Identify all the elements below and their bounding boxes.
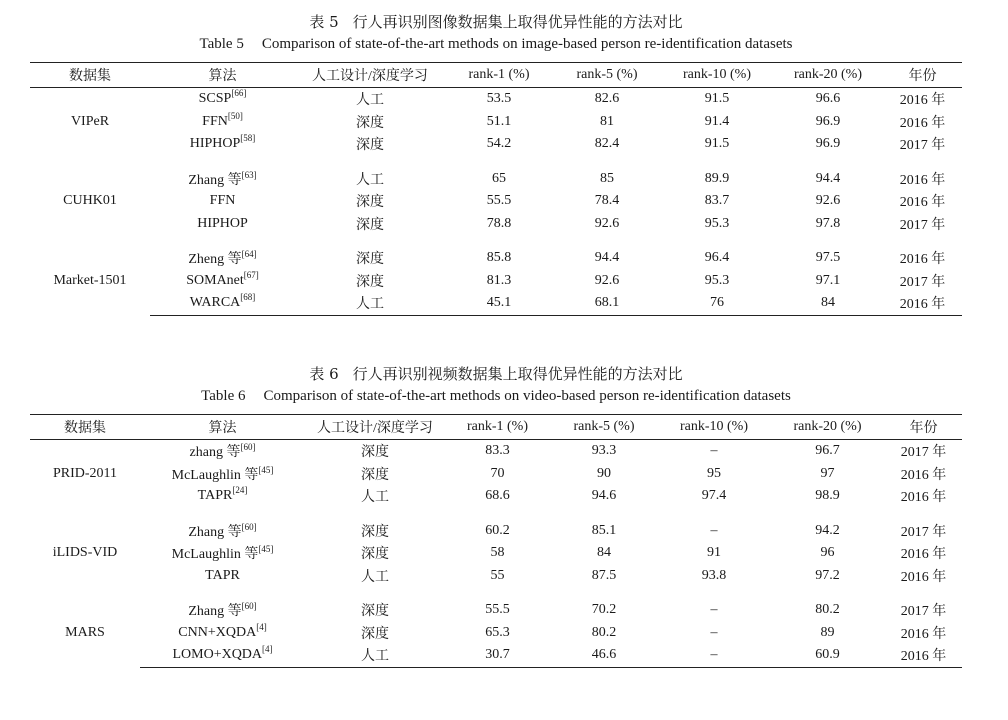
design-type-cell: 深度 — [361, 604, 389, 620]
column-header: 年份 — [908, 69, 937, 84]
rank-10-cell: – — [710, 522, 718, 538]
rank-20-cell: 96.9 — [815, 136, 841, 152]
method-name: SOMAnet — [186, 272, 244, 288]
table-row — [30, 213, 962, 236]
table-6-header-row — [30, 415, 962, 440]
method-cell — [150, 292, 295, 315]
year-cell: 2016 年 — [899, 252, 946, 268]
method-cell — [150, 111, 295, 134]
rank-10-cell: – — [710, 624, 718, 640]
column-header: 数据集 — [69, 69, 111, 84]
rank-1-cell: 55.5 — [485, 602, 510, 618]
table-6-number-cn: 表 6 — [309, 365, 339, 383]
rank-20-cell: 94.2 — [815, 522, 840, 538]
design-type-cell: 深度 — [361, 547, 389, 563]
rank-5-cell: 87.5 — [591, 567, 617, 583]
method-name: Zhang 等 — [188, 604, 242, 620]
method-cell — [140, 542, 305, 565]
table-row — [30, 520, 962, 543]
rank-20-cell: 97.1 — [815, 272, 841, 288]
year-cell: 2016 年 — [900, 547, 947, 563]
method-name: TAPR — [205, 567, 240, 583]
table-row — [30, 133, 962, 156]
rank-1-cell: 85.8 — [486, 250, 512, 266]
rank-1-cell: 65 — [492, 170, 506, 186]
design-type-cell: 人工 — [295, 292, 445, 315]
rank-10-cell: 83.7 — [704, 193, 730, 209]
rank-20-cell: 97.8 — [815, 215, 841, 231]
table-5-number-en: Table 5 — [199, 36, 244, 52]
rank-20-cell: 97 — [820, 465, 835, 481]
rank-20-cell: 94.4 — [815, 170, 841, 186]
reference-citation: [66] — [231, 88, 247, 99]
table-row — [30, 111, 962, 134]
rank-1-cell: 55 — [490, 567, 505, 583]
rank-10-cell: 95 — [707, 465, 721, 481]
method-cell — [140, 440, 305, 463]
dataset-group — [30, 88, 962, 156]
rank-10-cell: 91.5 — [704, 136, 730, 152]
table-row — [30, 270, 962, 293]
rank-5-cell: 84 — [597, 545, 611, 561]
method-cell — [140, 520, 305, 543]
table-6-number-en: Table 6 — [201, 388, 246, 404]
dataset-name-cell: MARS — [65, 625, 105, 640]
column-header: 数据集 — [64, 421, 106, 436]
rank-10-cell: 91.4 — [704, 113, 730, 129]
method-cell — [150, 88, 295, 111]
column-header: rank-10 (%) — [679, 419, 749, 434]
dataset-name-cell: VIPeR — [70, 113, 110, 129]
table-6-title-en: Comparison of state-of-the-art methods on video-based person re-identification datasets — [263, 388, 791, 404]
design-type-cell: 人工 — [305, 644, 445, 667]
design-type-cell: 深度 — [361, 445, 389, 461]
dataset-group — [30, 587, 962, 667]
rank-1-cell: 55.5 — [486, 193, 512, 209]
reference-citation: [58] — [240, 133, 256, 144]
method-name: TAPR — [197, 488, 233, 504]
rank-1-cell: 54.2 — [486, 136, 512, 152]
reference-citation: [60] — [240, 442, 256, 453]
reference-citation: [64] — [241, 249, 257, 260]
design-type-cell: 深度 — [356, 217, 384, 233]
design-type-cell: 深度 — [356, 195, 384, 211]
year-cell: 2017 年 — [899, 217, 946, 233]
method-cell — [140, 644, 305, 667]
table-6-title-cn: 行人再识别视频数据集上取得优异性能的方法对比 — [352, 365, 683, 383]
table-5-caption-cn — [30, 12, 962, 32]
year-cell: 2016 年 — [899, 93, 946, 109]
rank-10-cell: 95.3 — [704, 272, 730, 288]
table-6-caption-cn — [30, 364, 962, 384]
table-5-title-en: Comparison of state-of-the-art methods on image-based person re-identification datasets — [261, 36, 793, 52]
column-header: 人工设计/深度学习 — [317, 421, 433, 436]
rank-1-cell: 83.3 — [485, 443, 510, 459]
method-cell — [150, 213, 295, 236]
method-cell — [150, 270, 295, 293]
rank-20-cell: 97.5 — [815, 250, 841, 266]
year-cell: 2017 年 — [899, 138, 946, 154]
reference-citation: [68] — [240, 292, 256, 303]
rank-1-cell: 70 — [490, 465, 505, 481]
rank-5-cell: 92.6 — [594, 215, 620, 231]
group-spacer — [30, 235, 962, 247]
year-cell: 2016 年 — [900, 626, 947, 642]
dataset-name-cell: Market-1501 — [53, 273, 127, 288]
rank-5-cell: 90 — [597, 465, 611, 481]
rank-5-cell: 81 — [600, 113, 614, 129]
rank-5-cell: 70.2 — [591, 602, 617, 618]
method-cell — [150, 168, 295, 191]
reference-citation: [63] — [241, 169, 257, 180]
design-type-cell: 人工 — [356, 172, 384, 188]
group-spacer — [30, 156, 962, 168]
dataset-name-cell: CUHK01 — [63, 193, 117, 209]
rank-10-cell: 76 — [661, 292, 773, 315]
table-5-number-cn: 表 5 — [309, 13, 339, 31]
rank-5-cell: 94.6 — [591, 488, 617, 504]
method-cell — [140, 565, 305, 588]
year-cell: 2016 年 — [899, 115, 946, 131]
group-spacer — [30, 587, 962, 599]
table-row — [30, 440, 962, 463]
method-name: McLaughlin 等 — [171, 467, 259, 483]
rank-20-cell: 96.6 — [815, 91, 841, 107]
method-name: SCSP — [198, 91, 232, 107]
reference-citation: [60] — [241, 521, 257, 532]
table-6-caption-en — [30, 386, 962, 406]
table-row — [30, 463, 962, 486]
rank-1-cell: 30.7 — [445, 644, 550, 667]
rank-10-cell: 95.3 — [704, 215, 730, 231]
method-name: Zheng 等 — [188, 252, 242, 268]
table-6-block — [30, 360, 962, 668]
design-type-cell: 深度 — [361, 524, 389, 540]
year-cell: 2016 年 — [900, 569, 947, 585]
column-header: rank-20 (%) — [793, 67, 863, 82]
rank-1-cell: 53.5 — [486, 91, 512, 107]
reference-citation: [50] — [227, 110, 243, 121]
rank-5-cell: 80.2 — [591, 624, 617, 640]
dataset-group — [30, 440, 962, 508]
reference-citation: [45] — [258, 464, 274, 475]
design-type-cell: 深度 — [356, 274, 384, 290]
design-type-cell: 人工 — [361, 490, 389, 506]
rank-10-cell: – — [658, 644, 770, 667]
table-row — [30, 485, 962, 508]
table-row — [30, 599, 962, 622]
design-type-cell: 深度 — [356, 252, 384, 268]
group-spacer — [30, 508, 962, 520]
table-5-block — [30, 8, 962, 316]
method-cell — [140, 599, 305, 622]
rank-5-cell: 68.1 — [553, 292, 661, 315]
reference-citation: [67] — [243, 269, 259, 280]
rank-1-cell: 58 — [490, 545, 505, 561]
rank-20-cell: 60.9 — [770, 644, 885, 667]
table-row — [30, 168, 962, 191]
design-type-cell: 深度 — [361, 626, 389, 642]
method-name: Zhang 等 — [188, 524, 242, 540]
reference-citation: [4] — [256, 621, 267, 632]
design-type-cell: 人工 — [361, 569, 389, 585]
method-cell — [150, 133, 295, 156]
rank-1-cell: 81.3 — [486, 272, 512, 288]
table-5-title-cn: 行人再识别图像数据集上取得优异性能的方法对比 — [352, 13, 683, 31]
rank-10-cell: – — [710, 443, 718, 459]
rank-20-cell: 80.2 — [815, 602, 840, 618]
method-name: zhang 等 — [189, 445, 241, 461]
table-5-header-row — [30, 63, 962, 88]
table-row — [30, 247, 962, 270]
rank-5-cell: 82.6 — [594, 91, 620, 107]
table-row — [30, 622, 962, 645]
year-cell: 2016 年 — [885, 644, 962, 667]
rank-1-cell: 68.6 — [485, 488, 510, 504]
column-header: rank-20 (%) — [793, 419, 862, 434]
rank-10-cell: 93.8 — [701, 567, 727, 583]
rank-20-cell: 89 — [820, 624, 835, 640]
dataset-group — [30, 508, 962, 588]
reference-citation: [60] — [241, 601, 257, 612]
method-cell — [150, 247, 295, 270]
method-name: CNN+XQDA — [178, 624, 257, 640]
method-cell — [140, 622, 305, 645]
table-5-caption-en — [30, 34, 962, 54]
rank-20-cell: 96 — [820, 545, 835, 561]
table-row — [30, 292, 962, 315]
dataset-group — [30, 156, 962, 236]
year-cell: 2017 年 — [900, 604, 947, 620]
design-type-cell: 深度 — [356, 138, 384, 154]
year-cell: 2017 年 — [900, 445, 947, 461]
rank-10-cell: 89.9 — [704, 170, 730, 186]
method-name: FFN — [202, 113, 228, 129]
column-header: 算法 — [208, 69, 237, 84]
column-header: rank-1 (%) — [466, 419, 529, 434]
rank-20-cell: 92.6 — [815, 193, 841, 209]
method-name: LOMO+XQDA — [172, 647, 263, 663]
rank-5-cell: 46.6 — [550, 644, 658, 667]
rank-10-cell: 97.4 — [701, 488, 727, 504]
table-5 — [30, 62, 962, 316]
method-name: FFN — [209, 193, 236, 209]
rank-5-cell: 82.4 — [594, 136, 620, 152]
method-name: HIPHOP — [189, 136, 241, 152]
column-header: rank-5 (%) — [576, 67, 638, 82]
rank-20-cell: 97.2 — [815, 567, 840, 583]
dataset-name-cell: PRID-2011 — [52, 465, 118, 481]
dataset-name-cell: iLIDS-VID — [52, 545, 118, 561]
year-cell: 2016 年 — [900, 490, 947, 506]
table-6 — [30, 414, 962, 668]
table-row — [30, 88, 962, 111]
rank-10-cell: – — [710, 602, 718, 618]
dataset-group — [30, 235, 962, 315]
year-cell: 2016 年 — [883, 292, 962, 315]
rank-1-cell: 51.1 — [486, 113, 512, 129]
design-type-cell: 深度 — [361, 467, 389, 483]
method-name: WARCA — [189, 295, 241, 311]
rank-5-cell: 92.6 — [594, 272, 620, 288]
table-row — [30, 565, 962, 588]
method-cell — [140, 463, 305, 486]
method-cell — [140, 485, 305, 508]
rank-20-cell: 84 — [773, 292, 883, 315]
rank-1-cell: 60.2 — [485, 522, 510, 538]
column-header: rank-5 (%) — [573, 419, 635, 434]
column-header: rank-1 (%) — [468, 67, 530, 82]
column-header: 年份 — [909, 421, 938, 436]
reference-citation: [24] — [232, 485, 248, 496]
design-type-cell: 人工 — [356, 93, 384, 109]
column-header: 算法 — [208, 421, 237, 436]
column-header: 人工设计/深度学习 — [312, 69, 428, 84]
method-name: HIPHOP — [197, 215, 248, 231]
rank-1-cell: 78.8 — [486, 215, 512, 231]
rank-5-cell: 78.4 — [594, 193, 620, 209]
reference-citation: [4] — [262, 644, 273, 655]
rank-20-cell: 96.7 — [815, 443, 840, 459]
table-row — [30, 542, 962, 565]
column-header: rank-10 (%) — [682, 67, 752, 82]
year-cell: 2017 年 — [900, 524, 947, 540]
table-row — [30, 190, 962, 213]
design-type-cell: 深度 — [356, 115, 384, 131]
method-name: Zhang 等 — [188, 172, 242, 188]
rank-5-cell: 85.1 — [591, 522, 617, 538]
rank-5-cell: 94.4 — [594, 250, 620, 266]
year-cell: 2017 年 — [899, 274, 946, 290]
rank-10-cell: 96.4 — [704, 250, 730, 266]
method-cell — [150, 190, 295, 213]
rank-10-cell: 91 — [707, 545, 721, 561]
year-cell: 2016 年 — [900, 467, 947, 483]
method-name: McLaughlin 等 — [171, 547, 259, 563]
table-row — [30, 644, 962, 667]
rank-1-cell: 65.3 — [485, 624, 510, 640]
rank-10-cell: 91.5 — [704, 91, 730, 107]
rank-5-cell: 85 — [600, 170, 614, 186]
rank-1-cell: 45.1 — [445, 292, 553, 315]
reference-citation: [45] — [258, 544, 274, 555]
year-cell: 2016 年 — [899, 172, 946, 188]
year-cell: 2016 年 — [899, 195, 946, 211]
rank-20-cell: 98.9 — [815, 488, 840, 504]
rank-20-cell: 96.9 — [815, 113, 841, 129]
rank-5-cell: 93.3 — [591, 443, 617, 459]
